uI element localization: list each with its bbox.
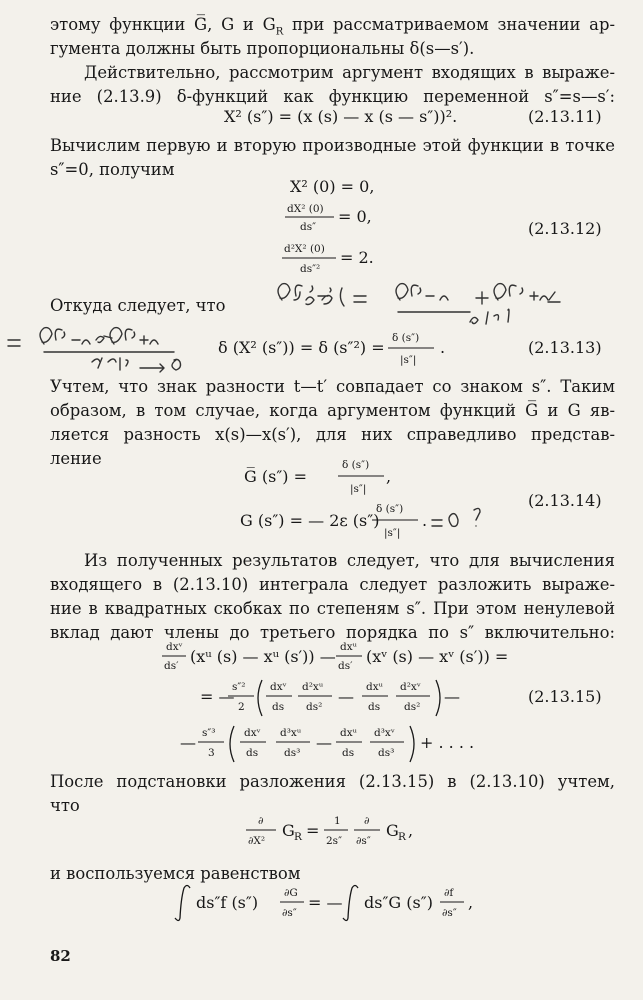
eq15-r2-rparen: [436, 680, 440, 716]
eq-number-2-13-13: (2.13.13): [528, 338, 602, 357]
eq-2-13-14-l2-num: δ (s″): [376, 503, 404, 515]
p1-text-b: при рассматриваемом значении ар-: [291, 15, 615, 34]
eq-2-13-12-den1: ds″: [300, 221, 317, 233]
paragraph-2-line-2: ние (2.13.9) δ-функций как функцию переменной s″=s—s′:: [50, 87, 615, 106]
paragraph-1-line-2: гумента должны быть пропорциональны δ(s—s′).: [50, 39, 475, 58]
equation-dg-dx2: [0, 810, 643, 860]
eq-2-13-12-den2: ds″²: [300, 263, 321, 275]
eqdg-eq: =: [306, 821, 320, 840]
eq15-r2-f4-num: d²xᵛ: [400, 681, 421, 693]
paragraph-6-line-4: вклад дают члены до третьего порядка по s″ включительно:: [50, 623, 615, 642]
eq-2-13-12-rhs2: = 2.: [340, 248, 374, 267]
eqdg-num2: 1: [334, 815, 341, 827]
eq-2-13-13-den: |s″|: [400, 354, 417, 366]
eq15-r2-f3-num: dxᵘ: [366, 681, 383, 693]
eq-number-2-13-11: (2.13.11): [528, 107, 602, 126]
eq-2-13-11-body: X² (s″) = (x (s) — x (s — s″))².: [224, 107, 458, 126]
eq15-r2-lead: = —: [200, 687, 235, 706]
eq15-r2-tail: —: [444, 687, 460, 706]
paragraph-5-line-3: ляется разность x(s)—x(s′), для них справедливо представ-: [50, 425, 615, 444]
eq-number-2-13-12: (2.13.12): [528, 219, 602, 238]
paragraph-6-line-1: Из полученных результатов следует, что для вычисления: [84, 551, 615, 570]
eq15-r2-f2-num: d²xᵘ: [302, 681, 324, 693]
equation-2-13-13: [0, 326, 643, 376]
eqint-tail: ,: [468, 893, 474, 912]
eq15-r2-f2-den: ds²: [306, 701, 323, 713]
eq15-r3-f2-num: d³xᵘ: [280, 727, 302, 739]
eqdg-den3: ∂s″: [356, 835, 371, 847]
integral-sign-1: [175, 886, 190, 921]
eq-2-13-14-l2-den: |s″|: [384, 527, 401, 539]
eq15-r1-frac1-den: ds′: [164, 660, 179, 672]
eq15-r3-f3-den: ds: [342, 747, 355, 759]
eqint-rhs-den: ∂s″: [442, 907, 457, 919]
eq15-r3-coef-den: 3: [208, 747, 215, 759]
eq15-r1-frac1-num: dxᵛ: [166, 641, 183, 653]
eq15-r2-f1-den: ds: [272, 701, 285, 713]
eq-2-13-12-num2: d²X² (0): [284, 243, 325, 255]
eq15-r2-coef-num: s″²: [232, 681, 246, 693]
eq-number-2-13-15: (2.13.15): [528, 687, 602, 706]
eq-2-13-12-rhs1: = 0,: [338, 207, 372, 226]
eqdg-tail: ,: [408, 821, 414, 840]
paragraph-5-line-1: Учтем, что знак разности t—t′ совпадает со знаком s″. Таким: [50, 377, 615, 396]
p1-text-a: этому функции G̅, G и G: [50, 15, 276, 34]
paragraph-6-line-2: входящего в (2.13.10) интеграла следует разложить выраже-: [50, 575, 615, 594]
paragraph-7-line-1: После подстановки разложения (2.13.15) в (2.13.10) учтем,: [50, 772, 615, 791]
paragraph-5-line-2: образом, в том случае, когда аргументом функций G̅ и G яв-: [50, 401, 615, 420]
eqdg-rhs-sub: R: [398, 831, 406, 843]
p1-sub-r: R: [275, 26, 284, 38]
eq15-r2-coef-den: 2: [238, 701, 245, 713]
eq15-r1-frac2-den: ds′: [338, 660, 353, 672]
eq15-r3-coef-num: s″³: [202, 727, 216, 739]
eq15-r2-f3-den: ds: [368, 701, 381, 713]
eq15-r2-lparen: [258, 680, 262, 716]
eqint-rhs-num: ∂f: [444, 887, 454, 899]
eq-2-13-14-l1-tail: ,: [386, 467, 392, 486]
eq15-r3-f3-num: dxᵘ: [340, 727, 357, 739]
eqint-lhs-den: ∂s″: [282, 907, 297, 919]
equation-integral: [0, 880, 643, 930]
eqdg-rhs: G: [386, 821, 399, 840]
eqint-lhs-num: ∂G: [284, 887, 298, 899]
paragraph-8: и воспользуемся равенством: [50, 864, 301, 883]
equation-2-13-12: [0, 172, 643, 282]
paragraph-7-line-2: что: [50, 796, 80, 815]
eq-2-13-13-tail: .: [440, 338, 446, 357]
eq-2-13-13-num: δ (s″): [392, 332, 420, 344]
eq15-r3-rparen: [410, 726, 414, 762]
paragraph-2-line-1: Действительно, рассмотрим аргумент входящих в выраже-: [84, 63, 615, 82]
paragraph-3-line-1: Вычислим первую и вторую производные этой функции в точке: [50, 136, 615, 155]
paragraph-3-line-2: s″=0, получим: [50, 160, 175, 179]
eq15-r2-f4-den: ds²: [404, 701, 421, 713]
eqdg-mid: G: [282, 821, 295, 840]
eq15-r1-frac2-num: dxᵘ: [340, 641, 357, 653]
eq15-r3-f4-den: ds³: [378, 747, 395, 759]
eq-2-13-14-l1-num: δ (s″): [342, 459, 370, 471]
equation-2-13-11: [0, 100, 643, 130]
handwritten-note-3: [0, 502, 643, 532]
equation-2-13-15: [0, 636, 643, 768]
eq15-r3-minus: —: [316, 733, 332, 752]
eq15-r3-tail: + . . . .: [420, 733, 475, 752]
eq15-r1-body1: (xᵘ (s) — xᵘ (s′)) —: [190, 647, 336, 666]
eq-2-13-12-line1: X² (0) = 0,: [290, 177, 375, 196]
eq15-r3-f4-num: d³xᵛ: [374, 727, 395, 739]
eq-2-13-12-num1: dX² (0): [287, 203, 324, 215]
eq-2-13-14-l2-lhs: G (s″) = — 2ε (s″): [240, 511, 380, 530]
eqdg-den1: ∂X²: [248, 835, 266, 847]
eqint-mid: = —: [308, 893, 343, 912]
paragraph-6-line-3: ние в квадратных скобках по степеням s″. При этом ненулевой: [50, 599, 615, 618]
paragraph-5-line-4: ление: [50, 449, 102, 468]
integral-sign-2: [343, 886, 358, 921]
eq15-r3-f2-den: ds³: [284, 747, 301, 759]
eqdg-den2: 2s″: [326, 835, 342, 847]
page-number: 82: [50, 947, 71, 965]
eqint-lhs1: ds″f (s″): [196, 893, 259, 912]
eq-2-13-13-lhs: δ (X² (s″)) = δ (s″²) =: [218, 338, 385, 357]
eq-2-13-14-l1-lhs: G̅ (s″) =: [244, 467, 308, 486]
eq15-r3-lparen: [230, 726, 234, 762]
eq15-r3-f1-den: ds: [246, 747, 259, 759]
eq15-r2-minus: —: [338, 687, 354, 706]
paragraph-4: Откуда следует, что: [50, 296, 226, 315]
eq-number-2-13-14: (2.13.14): [528, 491, 602, 510]
eq15-r2-f1-num: dxᵛ: [270, 681, 287, 693]
eq-2-13-14-l2-tail: .: [422, 511, 428, 530]
eq15-r3-f1-num: dxᵛ: [244, 727, 261, 739]
eq15-r1-body2: (xᵛ (s) — xᵛ (s′)) =: [366, 647, 509, 666]
eqdg-num3: ∂: [364, 815, 370, 827]
eqdg-num1: ∂: [258, 815, 264, 827]
eq15-r3-lead: —: [180, 733, 196, 752]
eq-2-13-14-l1-den: |s″|: [350, 483, 367, 495]
eqdg-sub: R: [294, 831, 302, 843]
eqint-rhs1: ds″G (s″): [364, 893, 433, 912]
